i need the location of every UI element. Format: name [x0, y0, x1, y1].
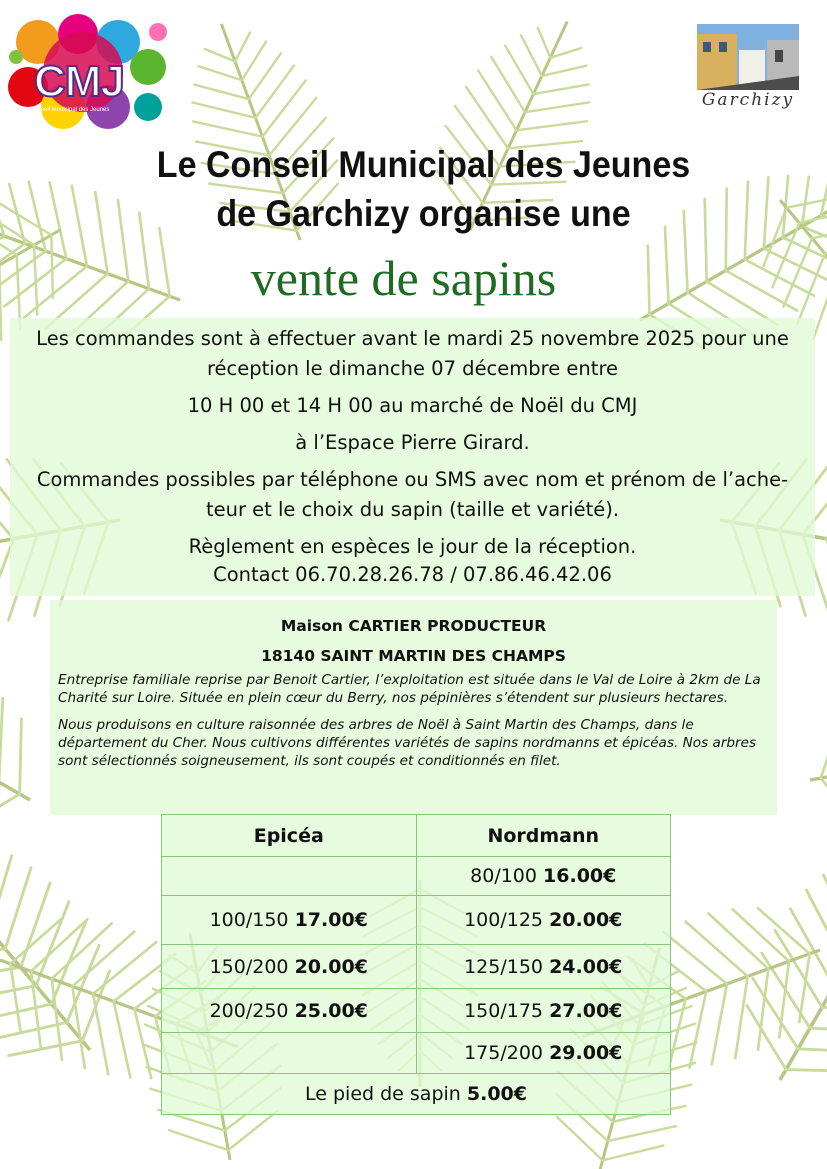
table-row: [162, 857, 671, 896]
size: 100/150: [209, 909, 295, 931]
cmj-logo: [8, 12, 173, 132]
nordmann-cell: [416, 1033, 671, 1074]
title-line-1: Le Conseil Municipal des Jeunes: [156, 144, 691, 185]
town-photo-icon: [697, 24, 799, 90]
contact-line: Contact 06.70.28.26.78 / 07.86.46.42.06: [213, 563, 612, 586]
size: 150/175: [464, 999, 544, 1022]
nordmann-header: Nordmann: [416, 815, 671, 857]
tree-stand-label: Le pied de sapin: [305, 1083, 461, 1105]
price: 20.00€: [294, 955, 368, 978]
epicea-cell: [162, 989, 417, 1033]
price: 24.00€: [549, 955, 623, 978]
size: 175/200: [464, 1042, 544, 1064]
price: 25.00€: [294, 999, 368, 1022]
order-info-line: Commandes possibles par téléphone ou SMS avec nom et prénom de l’ache-: [36, 468, 789, 491]
nordmann-cell: [416, 896, 671, 945]
tree-stand-price: 5.00€: [466, 1083, 527, 1105]
nordmann-cell: [416, 857, 671, 896]
table-row: [162, 989, 671, 1033]
table-header-row: [162, 815, 671, 857]
nordmann-cell: [416, 945, 671, 989]
size: 80/100: [470, 865, 537, 887]
epicea-cell: [162, 945, 417, 989]
order-info-line: Règlement en espèces le jour de la réception.: [188, 535, 637, 558]
size: 200/250: [209, 999, 289, 1022]
price: 27.00€: [549, 999, 623, 1022]
cmj-logo-subtitle: Conseil Municipal des Jeunes: [30, 107, 110, 113]
table-row: [162, 945, 671, 989]
title-line-2: de Garchizy organise une: [216, 193, 631, 234]
epicea-header: Epicéa: [162, 815, 417, 857]
tree-stand-cell: [162, 1074, 671, 1115]
garchizy-logo-text: Garchizy: [701, 90, 795, 110]
table-row: [162, 1033, 671, 1074]
producer-name: Maison CARTIER PRODUCTEUR: [280, 617, 547, 635]
table-row: [162, 896, 671, 945]
garchizy-logo: [697, 24, 799, 119]
epicea-cell: [162, 896, 417, 945]
epicea-cell: [162, 1033, 417, 1074]
order-info-line: réception le dimanche 07 décembre entre: [206, 357, 619, 380]
price: 29.00€: [549, 1042, 623, 1064]
sale-subtitle: vente de sapins: [250, 250, 557, 306]
producer-heading: [50, 611, 777, 671]
order-info: [10, 324, 815, 590]
order-info-line: teur et le choix du sapin (taille et variété).: [205, 498, 620, 521]
price: 16.00€: [543, 865, 617, 887]
size: 100/125: [464, 909, 544, 931]
table-footer-row: [162, 1074, 671, 1115]
producer-paragraph: Entreprise familiale reprise par Benoit Cartier, l’exploitation est située dans le Val de Loire à 2km de La Charité sur Loire. Située en plein cœur du Berry, nos pépinières s’étendent sur plusieurs hectares.: [58, 672, 761, 706]
price: 20.00€: [549, 909, 623, 931]
producer-address: 18140 SAINT MARTIN DES CHAMPS: [261, 647, 566, 665]
price: 17.00€: [294, 909, 368, 931]
cmj-logo-text: CMJ: [34, 57, 124, 106]
order-info-line: 10 H 00 et 14 H 00 au marché de Noël du CMJ: [187, 394, 638, 417]
nordmann-cell: [416, 989, 671, 1033]
size: 150/200: [209, 955, 289, 978]
order-info-line: Les commandes sont à effectuer avant le mardi 25 novembre 2025 pour une: [36, 327, 789, 350]
page-title: [60, 140, 787, 238]
price-table: [161, 814, 671, 1115]
order-info-line: à l’Espace Pierre Girard.: [295, 431, 530, 454]
epicea-cell: [162, 857, 417, 896]
size: 125/150: [464, 955, 544, 978]
producer-description: [58, 671, 770, 779]
producer-paragraph: Nous produisons en culture raisonnée des arbres de Noël à Saint Martin des Champs, dans le département du Cher. Nous cultivons différentes variétés de sapins nordmanns et épicéas. Nos arbres sont sélectionnés soigneusement, ils sont coupés et conditionnés en filet.: [58, 717, 757, 769]
